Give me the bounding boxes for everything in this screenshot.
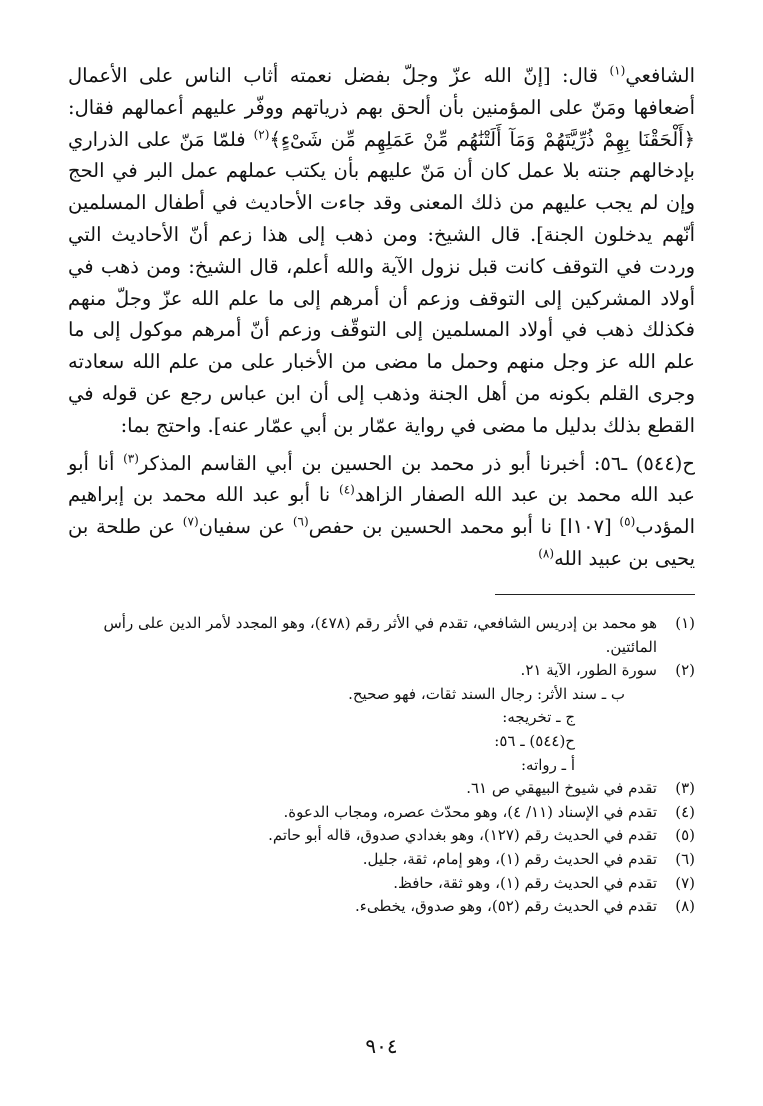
footnote-ref-3: (٣) (123, 451, 139, 466)
footnote-8 (50, 895, 695, 919)
footnote-4 (50, 801, 695, 825)
footnote-ref-1: (١) (609, 63, 626, 78)
text-span: الشافعي (625, 64, 695, 87)
footnote-7 (50, 872, 695, 896)
text-span: عن طلحة بن يحيى بن عبيد الله (68, 515, 695, 570)
footnote-ref-2: (٢) (253, 127, 270, 142)
footnote-ref-4: (٤) (339, 482, 355, 497)
footnote-number: (١) (675, 614, 695, 632)
main-text (68, 60, 695, 575)
footnote-text: تقدم في الحديث رقم (١٢٧)، وهو بغدادي صدوق، قاله أبو حاتم. (268, 826, 657, 845)
ruwat-heading: أ ـ رواته: (520, 755, 575, 774)
footnote-ref-5: (٥) (619, 514, 636, 529)
footnote-number: (٦) (675, 849, 695, 868)
page-number: ٩٠٤ (365, 1034, 398, 1058)
footnote-6 (50, 848, 695, 872)
text-span: أنا أبو عبد الله محمد بن عبد الله الصفار الزاهد (68, 451, 695, 507)
footnote-text: تقدم في الإسناد (١١/ ٤)، وهو محدّث عصره، ومجاب الدعوة. (283, 802, 657, 821)
footnote-number: (٥) (675, 826, 695, 845)
text-span: عن سفيان (198, 515, 293, 539)
text-span: فلمّا مَنّ على الذراري بإدخالهم جنته بلا عمل كان أن مَنّ عليهم بأن يكتب عملهم عمل البر في الحج وإن لم يجب عليهم من ذلك المعنى وقد جاءت الأحاديث في أطفال المسلمين أنّهم يدخلون الجنة]. قال الشيخ: ومن ذهب إلى هذا زعم أنّ الأحاديث التي وردت في التوقف كانت قبل نزول الآية والله أعلم، قال الشيخ: ومن ذهب في أولاد المشركين إلى التوقف وزعم أن أمرهم إلى ما علم الله عزّ وجلّ منهم فكذلك ذهب في أولاد المسلمين إلى التوقّف وزعم أنّ أمرهم موكول إلى ما علم الله عز وجل منهم وحمل ما مضى من الأخبار على من علم الله سعادته وجرى القلم بكونه من أهل الجنة وذهب إلى أن ابن عباس رجع عن قوله في القطع بذلك بدليل ما مضى في رواية عمّار بن أبي عمّار عنه]. واحتج بما: (68, 127, 695, 437)
footnote-3 (50, 777, 695, 801)
footnote-1 (50, 612, 695, 636)
text-span: ح(٥٤٤) ـ٥٦: أخبرنا أبو ذر محمد بن الحسين بن أبي القاسم المذكر (138, 451, 695, 475)
footnote-number: (٧) (675, 873, 695, 892)
footnote-ref-7: (٧) (182, 514, 199, 529)
footnote-number: (٣) (675, 779, 695, 798)
paragraph-2 (68, 448, 695, 575)
sanad-note: ب ـ سند الأثر: رجال السند ثقات، فهو صحيح. (348, 684, 625, 703)
footnote-text: تقدم في الحديث رقم (١)، وهو إمام، ثقة، جليل. (362, 849, 657, 868)
text-span: نا أبو عبد الله محمد بن إبراهيم المؤدب (68, 483, 695, 539)
footnote-separator (495, 594, 695, 595)
footnote-text: سورة الطور، الآية ٢١. (520, 661, 657, 680)
paragraph-1 (68, 60, 695, 442)
footnote-text: تقدم في شيوخ البيهقي ص ٦١. (466, 779, 657, 798)
footnote-number: (٨) (675, 897, 695, 916)
footnote-2 (50, 659, 695, 683)
footnote-ref-8: (٨) (538, 546, 555, 561)
footnote-5 (50, 824, 695, 848)
takhrij-heading: ج ـ تخريجه: (502, 708, 575, 727)
hadith-reference: ح(٥٤٤) ـ ٥٦: (494, 731, 575, 750)
footnote-text: تقدم في الحديث رقم (٥٢)، وهو صدوق، يخطىء. (355, 897, 657, 916)
footnotes (50, 612, 695, 919)
text-span: قال: [إنّ الله عزّ وجلّ بفضل نعمته أثاب الناس على الأعمال أضعافها ومَنّ على المؤمنين بأن ألحق بهم ذرياتهم ووفّر عليهم أعمالهم فقال: ﴿أَلْحَقْنَا بِهِمْ ذُرِّيَّتَهُمْ وَمَآ أَلَتْنَٰهُم مِّنْ عَمَلِهِم مِّن شَىْءٍ﴾ (68, 64, 695, 151)
footnote-ref-6: (٦) (292, 514, 309, 529)
footnote-text: هو محمد بن إدريس الشافعي، تقدم في الأثر رقم (٤٧٨)، وهو المجدد لأمر الدين على رأس (103, 614, 657, 632)
footnote-text: تقدم في الحديث رقم (١)، وهو ثقة، حافظ. (393, 873, 657, 892)
footnote-number: (٤) (675, 802, 695, 821)
footnote-1-continuation: المائتين. (605, 637, 657, 656)
text-span: [١٠٧ا] نا أبو محمد الحسين بن حفص (308, 515, 620, 539)
footnote-number: (٢) (675, 661, 695, 680)
